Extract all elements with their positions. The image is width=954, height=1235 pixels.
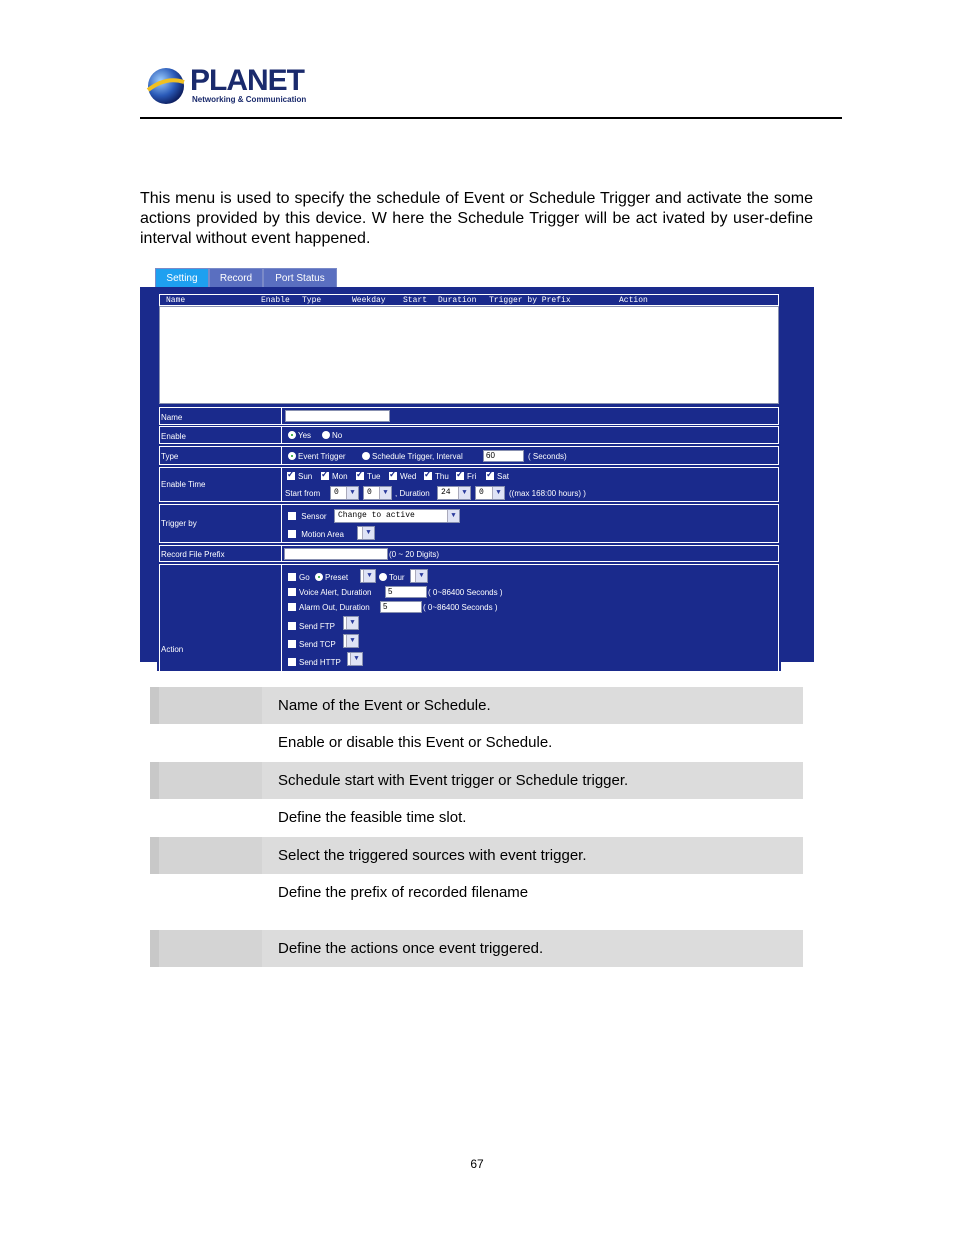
tab-setting[interactable]: Setting [155,268,209,288]
chevron-down-icon: ▼ [346,635,358,647]
schedule-list[interactable] [159,306,779,404]
col-name: Name [166,296,186,305]
screenshot-tabs [155,268,337,288]
row-action [159,564,779,674]
duration-hour-select[interactable]: 24 ▼ [437,486,471,500]
record-prefix-input[interactable] [284,548,388,560]
trigger-by-label: Trigger by [161,519,197,528]
motion-area-checkbox[interactable]: Motion Area [288,530,344,540]
alarm-out-checkbox[interactable]: Alarm Out, Duration [288,603,370,613]
radio-selected-icon [288,431,296,439]
row-type [159,446,779,465]
voice-duration-input[interactable]: 5 [385,586,427,598]
intro-paragraph: This menu is used to specify the schedule of Event or Schedule Trigger and activate the some actions provided by this device. W here the Schedule Trigger will be act ivated by user-define interval without event happened. [140,190,813,247]
row-trigger-by [159,504,779,543]
checkbox-icon [288,640,296,648]
settings-form [157,291,781,671]
chevron-down-icon: ▼ [379,487,391,499]
header-divider [140,117,842,119]
record-prefix-label: Record File Prefix [161,550,225,559]
col-trigger-prefix: Trigger by Prefix [489,296,571,305]
type-label: Type [161,452,179,461]
send-ftp-checkbox[interactable]: Send FTP [288,622,335,632]
enable-yes-radio[interactable]: Yes [288,431,311,441]
day-fri-checkbox[interactable]: ✓ Fri [456,472,476,482]
max-hours-hint: ((max 168:00 hours) ) [509,489,586,498]
day-sun-checkbox[interactable]: ✓Sun [287,472,312,482]
schedule-trigger-radio[interactable]: Schedule Trigger, Interval [362,452,463,462]
radio-selected-icon [315,573,323,581]
row-name [159,407,779,425]
desc-row-enable-time [150,799,803,836]
checkbox-icon [288,588,296,596]
chevron-down-icon: ▼ [447,510,459,522]
duration-label: , Duration [395,489,430,498]
checkbox-checked-icon [287,472,295,480]
start-hour-select[interactable]: 0 ▼ [330,486,359,500]
radio-icon [379,573,387,581]
start-from-label: Start from [285,489,321,498]
motion-area-select[interactable] [357,526,375,540]
enable-time-label: Enable Time [161,480,206,489]
row-enable [159,426,779,444]
tab-port-status[interactable]: Port Status [263,268,337,288]
day-tue-checkbox[interactable]: ✓ Tue [356,472,381,482]
checkbox-icon [288,622,296,630]
desc-text: Name of the Event or Schedule. [278,697,491,714]
desc-row-prefix [150,874,803,911]
start-minute-select[interactable]: 0 ▼ [363,486,392,500]
tour-select[interactable] [410,569,428,583]
chevron-down-icon: ▼ [363,570,375,582]
duration-minute-select[interactable]: 0 ▼ [475,486,505,500]
voice-alert-checkbox[interactable]: Voice Alert, Duration [288,588,371,598]
send-ftp-select[interactable] [343,616,359,630]
go-checkbox[interactable]: Go [288,573,310,583]
col-enable: Enable [261,296,290,305]
checkbox-checked-icon [486,472,494,480]
row-enable-time [159,467,779,502]
sensor-mode-select[interactable]: Change to active ▼ [334,509,460,523]
checkbox-icon [288,658,296,666]
logo-wordmark: PLANET [190,64,304,97]
send-tcp-select[interactable] [343,634,359,648]
desc-text: Define the actions once event triggered. [278,940,544,957]
chevron-down-icon: ▼ [415,570,427,582]
alarm-range-hint: ( 0~86400 Seconds ) [423,603,498,612]
desc-row-enable [150,724,803,761]
schedule-list-header [159,294,779,306]
chevron-down-icon: ▼ [492,487,504,499]
radio-selected-icon [288,452,296,460]
interval-unit: ( Seconds) [528,452,567,461]
checkbox-checked-icon [389,472,397,480]
desc-row-trigger-by [150,837,803,874]
globe-icon [146,66,186,106]
row-record-prefix [159,545,779,562]
col-duration: Duration [438,296,477,305]
interval-input[interactable]: 60 [483,450,524,462]
desc-text: Define the feasible time slot. [278,809,467,826]
checkbox-checked-icon [356,472,364,480]
day-sat-checkbox[interactable]: ✓ Sat [486,472,509,482]
schedule-settings-panel [140,287,814,667]
sensor-checkbox[interactable]: Sensor [288,512,327,522]
send-tcp-checkbox[interactable]: Send TCP [288,640,336,650]
tour-radio[interactable]: Tour [379,573,405,583]
desc-row-action [150,930,803,967]
alarm-duration-input[interactable]: 5 [380,601,422,613]
page-number: 67 [470,1157,484,1171]
preset-radio[interactable]: Preset [315,573,348,583]
col-weekday: Weekday [352,296,386,305]
event-trigger-radio[interactable]: Event Trigger [288,452,346,462]
chevron-down-icon: ▼ [458,487,470,499]
desc-text: Enable or disable this Event or Schedule. [278,734,553,751]
day-thu-checkbox[interactable]: ✓ Thu [424,472,449,482]
day-wed-checkbox[interactable]: ✓ Wed [389,472,416,482]
desc-text: Schedule start with Event trigger or Schedule trigger. [278,772,629,789]
desc-row-name [150,687,803,724]
checkbox-checked-icon [456,472,464,480]
send-http-select[interactable] [347,652,363,666]
chevron-down-icon: ▼ [346,487,358,499]
col-action: Action [619,296,648,305]
col-start: Start [403,296,428,305]
col-type: Type [302,296,322,305]
enable-label: Enable [161,432,186,441]
checkbox-icon [288,530,296,538]
voice-range-hint: ( 0~86400 Seconds ) [428,588,503,597]
action-label: Action [161,645,184,654]
checkbox-icon [288,603,296,611]
checkbox-checked-icon [321,472,329,480]
checkbox-icon [288,512,296,520]
chevron-down-icon: ▼ [346,617,358,629]
send-http-checkbox[interactable]: Send HTTP [288,658,341,668]
preset-select[interactable] [360,569,376,583]
logo-subtitle: Networking & Communication [192,95,307,104]
prefix-digits-hint: (0 ~ 20 Digits) [389,550,440,559]
chevron-down-icon: ▼ [362,527,374,539]
planet-logo [146,64,306,108]
enable-no-radio[interactable]: No [322,431,342,441]
checkbox-checked-icon [424,472,432,480]
day-mon-checkbox[interactable]: ✓ Mon [321,472,348,482]
desc-text: Select the triggered sources with event trigger. [278,847,587,864]
tab-record[interactable]: Record [209,268,263,288]
name-input[interactable] [285,410,390,422]
name-label: Name [161,413,183,422]
desc-text: Define the prefix of recorded filename [278,884,529,901]
checkbox-icon [288,573,296,581]
chevron-down-icon: ▼ [350,653,362,665]
radio-icon [362,452,370,460]
radio-icon [322,431,330,439]
desc-row-type [150,762,803,799]
